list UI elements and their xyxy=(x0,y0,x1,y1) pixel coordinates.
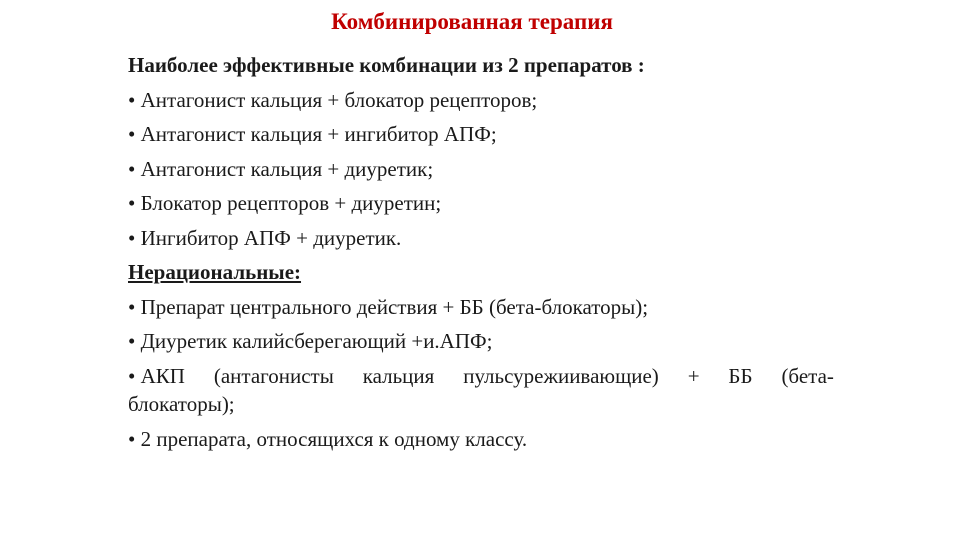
list-item: • Ингибитор АПФ + диуретик. xyxy=(128,225,402,250)
slide-title: Комбинированная терапия xyxy=(331,9,613,34)
list-item: • Препарат центрального действия + ББ (бета-блокаторы); xyxy=(128,294,649,319)
akp-word: • АКП xyxy=(128,363,185,388)
section-heading-irrational: Нерациональные: xyxy=(128,260,302,284)
list-item: • 2 препарата, относящихся к одному классу. xyxy=(128,426,528,451)
slide-content xyxy=(128,48,834,456)
list-item: • Антагонист кальция + блокатор рецепторов; xyxy=(128,87,538,112)
akp-word: (антагонисты xyxy=(213,363,334,388)
akp-word: кальция xyxy=(362,363,435,388)
list-item-akp-continuation: блокаторы); xyxy=(128,392,235,416)
section-heading-effective: Наиболее эффективные комбинации из 2 препаратов : xyxy=(128,53,645,77)
list-item: • Диуретик калийсберегающий +и.АПФ; xyxy=(128,329,493,353)
akp-word: ББ xyxy=(728,363,753,388)
akp-word: + xyxy=(687,363,700,388)
akp-word: пульсурежиивающие) xyxy=(463,363,659,388)
akp-word: (бета- xyxy=(781,363,834,388)
list-item: • Антагонист кальция + диуретик; xyxy=(128,156,434,181)
list-item: • Блокатор рецепторов + диуретин; xyxy=(128,191,442,215)
list-item: • Антагонист кальция + ингибитор АПФ; xyxy=(128,122,497,146)
